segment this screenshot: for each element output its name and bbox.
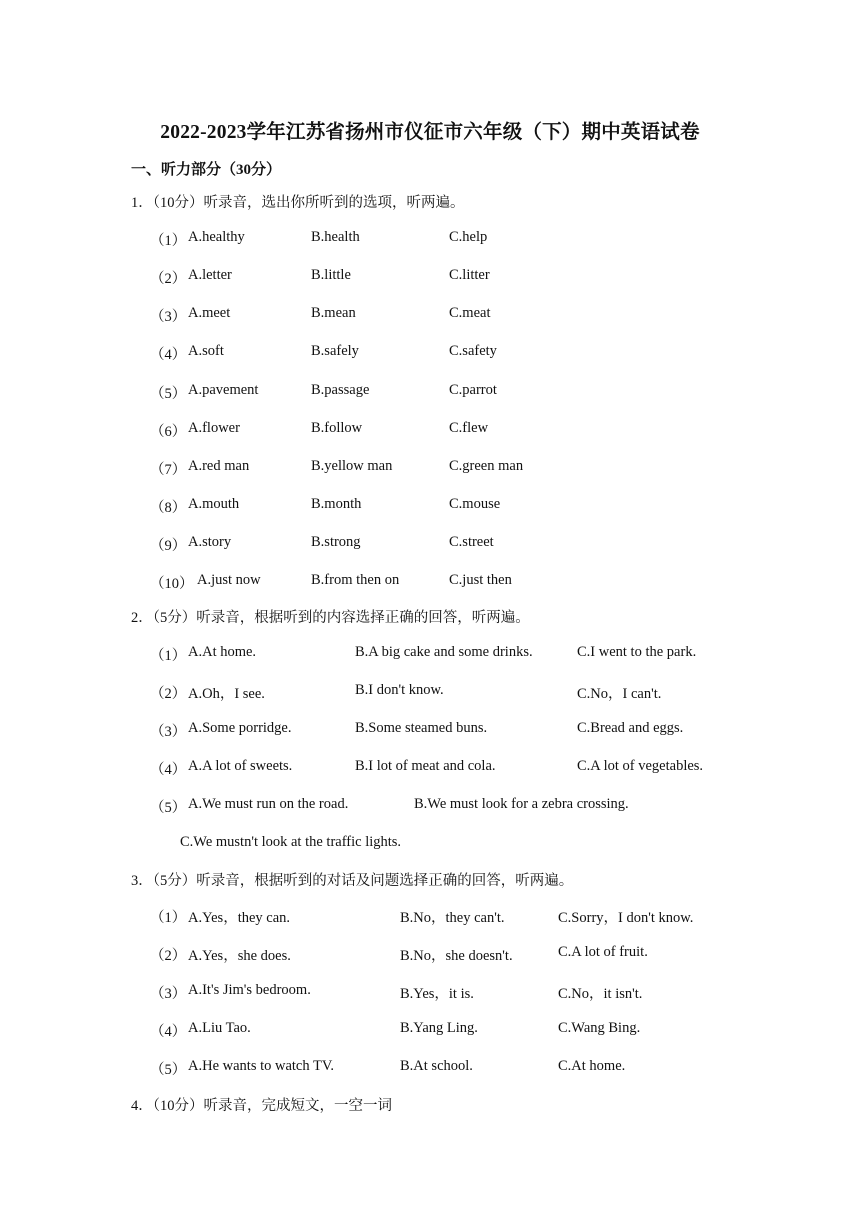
- option-b: B.I don't know.: [355, 682, 444, 698]
- option-c: C.flew: [449, 420, 489, 436]
- q2-item-3: [0, 720, 860, 740]
- item-number: （3）: [150, 986, 187, 1002]
- option-c: C.I went to the park.: [577, 644, 697, 660]
- option-a: A.We must run on the road.: [188, 796, 349, 812]
- option-b: B.little: [311, 267, 351, 283]
- option-c: C.Bread and eggs.: [577, 720, 684, 736]
- q1-item-3: [0, 305, 860, 325]
- option-a: A.He wants to watch TV.: [188, 1058, 335, 1074]
- option-a: A.Oh，I see.: [188, 686, 265, 702]
- q2-item-1: [0, 644, 860, 664]
- option-b: B.mean: [311, 305, 356, 321]
- option-a: A.flower: [188, 420, 240, 436]
- option-a: A.Liu Tao.: [188, 1020, 251, 1036]
- question-2-heading: 2．（5分）听录音，根据听到的内容选择正确的回答，听两遍。: [131, 610, 530, 626]
- option-b: B.Yang Ling.: [400, 1020, 478, 1036]
- option-a: A.mouth: [188, 496, 240, 512]
- section-heading-listening: 一、听力部分（30分）: [131, 162, 282, 178]
- question-1-heading: 1．（10分）听录音，选出你所听到的选项，听两遍。: [131, 195, 465, 211]
- item-number: （6）: [150, 424, 187, 440]
- option-a: A.A lot of sweets.: [188, 758, 293, 774]
- q1-item-5: [0, 382, 860, 402]
- option-b: B.follow: [311, 420, 363, 436]
- q1-item-10: [0, 572, 860, 592]
- option-c: C.safety: [449, 343, 497, 359]
- item-number: （4）: [150, 347, 187, 363]
- q1-item-9: [0, 534, 860, 554]
- option-b: B.I lot of meat and cola.: [355, 758, 496, 774]
- option-c: C.mouse: [449, 496, 501, 512]
- q2-item-4: [0, 758, 860, 778]
- exam-title: 2022-2023学年江苏省扬州市仪征市六年级（下）期中英语试卷: [160, 122, 700, 143]
- option-b: B.We must look for a zebra crossing.: [414, 796, 629, 812]
- item-number: （10）: [150, 576, 194, 592]
- option-c: C.help: [449, 229, 488, 245]
- item-number: （2）: [150, 686, 187, 702]
- q3-item-5: [0, 1058, 860, 1078]
- option-b: B.passage: [311, 382, 370, 398]
- option-c: C.litter: [449, 267, 490, 283]
- option-a: A.It's Jim's bedroom.: [188, 982, 311, 998]
- option-b: B.health: [311, 229, 360, 245]
- option-a: A.just now: [197, 572, 261, 588]
- q1-item-7: [0, 458, 860, 478]
- item-number: （2）: [150, 948, 187, 964]
- q2-item-2: [0, 682, 860, 702]
- q3-item-2: [0, 944, 860, 964]
- q1-item-8: [0, 496, 860, 516]
- option-c: C.green man: [449, 458, 524, 474]
- option-b: B.month: [311, 496, 362, 512]
- option-c: C.A lot of fruit.: [558, 944, 648, 960]
- item-number: （1）: [150, 910, 187, 926]
- item-number: （5）: [150, 386, 187, 402]
- option-c: C.just then: [449, 572, 512, 588]
- q2-item-5: [0, 796, 860, 816]
- option-a: A.pavement: [188, 382, 259, 398]
- item-number: （5）: [150, 1062, 187, 1078]
- option-c: C.street: [449, 534, 494, 550]
- option-c: C.No，it isn't.: [558, 986, 643, 1002]
- option-a: A.red man: [188, 458, 250, 474]
- option-b: B.No，she doesn't.: [400, 948, 513, 964]
- item-number: （5）: [150, 800, 187, 816]
- option-a: A.meet: [188, 305, 231, 321]
- option-a: A.letter: [188, 267, 232, 283]
- option-b: B.yellow man: [311, 458, 393, 474]
- q1-item-1: [0, 229, 860, 249]
- option-b: B.A big cake and some drinks.: [355, 644, 533, 660]
- item-number: （1）: [150, 233, 187, 249]
- q1-item-4: [0, 343, 860, 363]
- option-a: A.Yes，she does.: [188, 948, 291, 964]
- option-c: C.At home.: [558, 1058, 626, 1074]
- option-b: B.safely: [311, 343, 359, 359]
- option-a: A.At home.: [188, 644, 257, 660]
- item-number: （1）: [150, 648, 187, 664]
- option-b: B.No，they can't.: [400, 910, 505, 926]
- q2-item-5-continued: [0, 834, 860, 854]
- q3-item-4: [0, 1020, 860, 1040]
- question-4-heading: 4．（10分）听录音，完成短文，一空一词: [131, 1098, 392, 1114]
- item-number: （9）: [150, 538, 187, 554]
- option-c: C.A lot of vegetables.: [577, 758, 704, 774]
- q1-item-6: [0, 420, 860, 440]
- q3-item-3: [0, 982, 860, 1002]
- option-b: B.Some steamed buns.: [355, 720, 488, 736]
- item-number: （4）: [150, 1024, 187, 1040]
- option-a: A.Yes，they can.: [188, 910, 291, 926]
- option-a: A.Some porridge.: [188, 720, 292, 736]
- item-number: （3）: [150, 724, 187, 740]
- q1-item-2: [0, 267, 860, 287]
- option-a: A.soft: [188, 343, 224, 359]
- item-number: （3）: [150, 309, 187, 325]
- option-c: C.We mustn't look at the traffic lights.: [180, 834, 402, 850]
- question-3-heading: 3．（5分）听录音，根据听到的对话及问题选择正确的回答，听两遍。: [131, 873, 574, 889]
- item-number: （4）: [150, 762, 187, 778]
- item-number: （7）: [150, 462, 187, 478]
- option-b: B.from then on: [311, 572, 400, 588]
- item-number: （2）: [150, 271, 187, 287]
- option-a: A.healthy: [188, 229, 245, 245]
- item-number: （8）: [150, 500, 187, 516]
- option-c: C.parrot: [449, 382, 497, 398]
- option-b: B.Yes，it is.: [400, 986, 474, 1002]
- option-c: C.Sorry，I don't know.: [558, 910, 694, 926]
- option-a: A.story: [188, 534, 232, 550]
- q3-item-1: [0, 906, 860, 926]
- option-c: C.No，I can't.: [577, 686, 662, 702]
- option-b: B.strong: [311, 534, 361, 550]
- option-b: B.At school.: [400, 1058, 473, 1074]
- option-c: C.meat: [449, 305, 491, 321]
- option-c: C.Wang Bing.: [558, 1020, 641, 1036]
